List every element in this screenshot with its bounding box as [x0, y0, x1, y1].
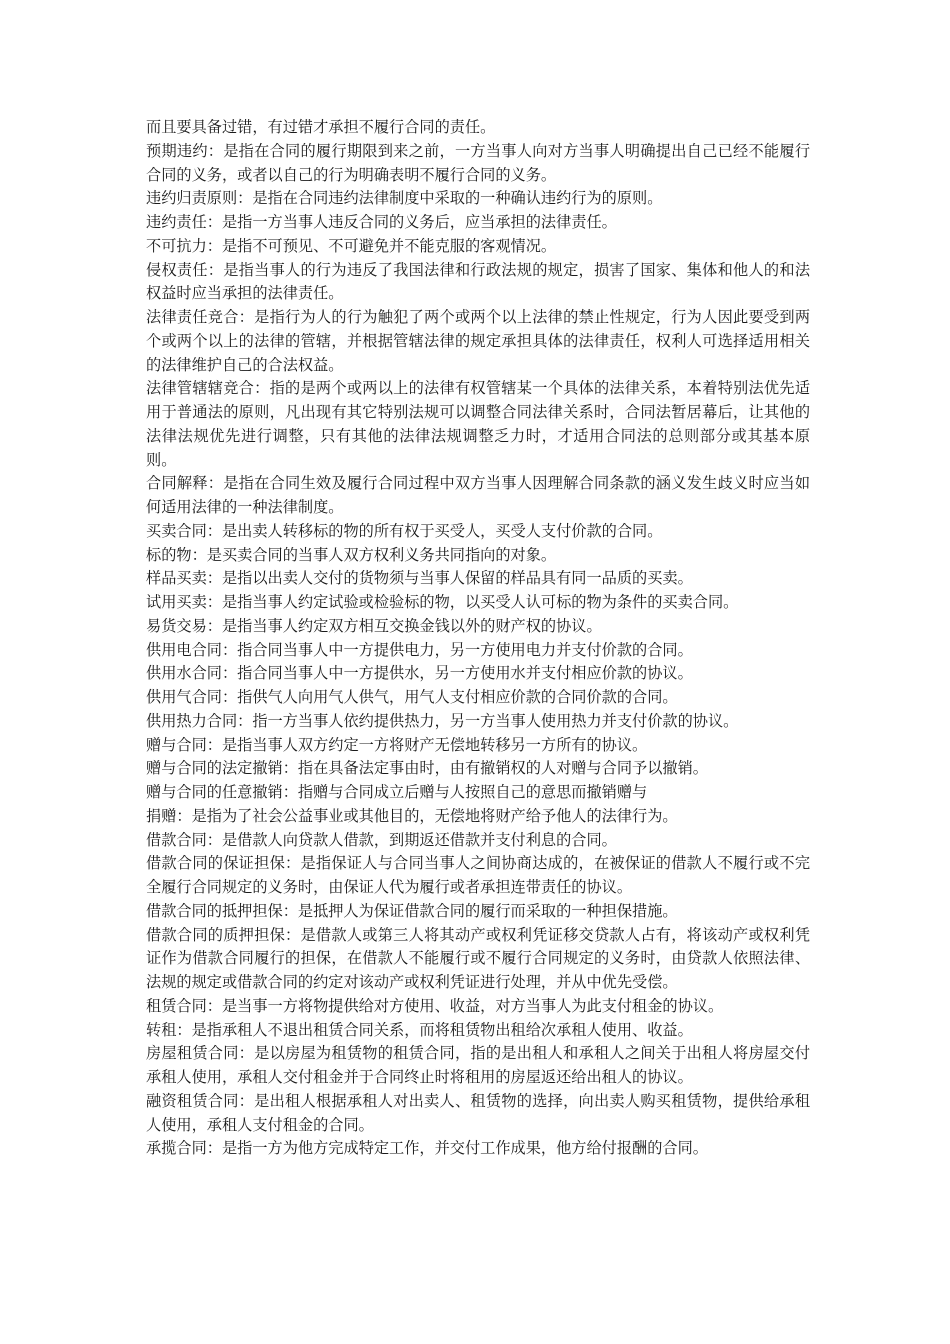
paragraph: 融资租赁合同：是出租人根据承租人对出卖人、租赁物的选择，向出卖人购买租赁物，提供给承租人使用，承租人支付租金的合同。	[146, 1091, 810, 1134]
paragraph: 供用气合同：指供气人向用气人供气，用气人支付相应价款的合同价款的合同。	[146, 688, 678, 706]
paragraph: 而且要具备过错，有过错才承担不履行合同的责任。	[146, 118, 496, 136]
paragraph: 借款合同的质押担保：是借款人或第三人将其动产或权利凭证移交贷款人占有，将该动产或权利凭证作为借款合同履行的担保，在借款人不能履行或不履行合同规定的义务时，由贷款人依照法律、法规的规定或借款合同的约定对该动产或权利凭证进行处理，并从中优先受偿。	[146, 925, 810, 991]
paragraph: 赠与合同的法定撤销：指在具备法定事由时，由有撤销权的人对赠与合同予以撤销。	[146, 759, 708, 778]
paragraph: 借款合同的保证担保：是指保证人与合同当事人之间协商达成的，在被保证的借款人不履行或不完全履行合同规定的义务时，由保证人代为履行或者承担连带责任的协议。	[146, 854, 810, 896]
paragraph: 标的物：是买卖合同的当事人双方权利义务共同指向的对象。	[146, 545, 557, 564]
paragraph: 供用热力合同：指一方当事人依约提供热力，另一方当事人使用热力并支付价款的协议。	[146, 711, 739, 730]
paragraph: 赠与合同：是指当事人双方约定一方将财产无偿地转移另一方所有的协议。	[146, 735, 648, 754]
paragraph: 样品买卖：是指以出卖人交付的货物须与当事人保留的样品具有同一品质的买卖。	[146, 569, 693, 588]
paragraph: 预期违约：是指在合同的履行期限到来之前，一方当事人向对方当事人明确提出自己已经不能履行合同的义务，或者以自己的行为明确表明不履行合同的义务。	[146, 141, 810, 184]
paragraph: 转租：是指承租人不退出租赁合同关系，而将租赁物出租给次承租人使用、收益。	[146, 1020, 693, 1039]
paragraph: 供用电合同：指合同当事人中一方提供电力，另一方使用电力并支付价款的合同。	[146, 640, 693, 659]
paragraph: 买卖合同：是出卖人转移标的物的所有权于买受人，买受人支付价款的合同。	[146, 521, 663, 540]
paragraph: 法律管辖辖竞合：指的是两个或两以上的法律有权管辖某一个具体的法律关系，本着特别法优先适用于普通法的原则，凡出现有其它特别法规可以调整合同法律关系时，合同法暂居幕后，让其他的法律法规优先进行调整，只有其他的法律法规调整乏力时，才适用合同法的总则部分或其基本原则。	[146, 379, 810, 469]
paragraph: 易货交易：是指当事人约定双方相互交换金钱以外的财产权的协议。	[146, 616, 602, 635]
paragraph: 合同解释：是指在合同生效及履行合同过程中双方当事人因理解合同条款的涵义发生歧义时应当如何适用法律的一种法律制度。	[146, 474, 810, 516]
paragraph: 捐赠：是指为了社会公益事业或其他目的，无偿地将财产给予他人的法律行为。	[146, 806, 678, 825]
paragraph: 试用买卖：是指当事人约定试验或检验标的物，以买受人认可标的物为条件的买卖合同。	[146, 593, 739, 611]
paragraph: 房屋租赁合同：是以房屋为租赁物的租赁合同，指的是出租人和承租人之间关于出租人将房屋交付承租人使用，承租人交付租金并于合同终止时将租用的房屋返还给出租人的协议。	[146, 1044, 810, 1086]
paragraph: 法律责任竞合：是指行为人的行为触犯了两个或两个以上法律的禁止性规定，行为人因此要受到两个或两个以上的法律的管辖，并根据管辖法律的规定承担具体的法律责任，权利人可选择适用相关的法律维护自己的合法权益。	[146, 308, 810, 374]
paragraph: 借款合同：是借款人向贷款人借款，到期返还借款并支付利息的合同。	[146, 830, 617, 849]
paragraph: 承揽合同：是指一方为他方完成特定工作，并交付工作成果，他方给付报酬的合同。	[146, 1139, 708, 1158]
paragraph: 违约责任：是指一方当事人违反合同的义务后，应当承担的法律责任。	[146, 213, 617, 231]
document-body	[146, 116, 810, 1161]
paragraph: 赠与合同的任意撤销：指赠与合同成立后赠与人按照自己的意思而撤销赠与	[146, 783, 648, 801]
paragraph: 供用水合同：指合同当事人中一方提供水，另一方使用水并支付相应价款的协议。	[146, 664, 693, 683]
paragraph: 租赁合同：是当事一方将物提供给对方使用、收益，对方当事人为此支付租金的协议。	[146, 996, 724, 1015]
paragraph: 侵权责任：是指当事人的行为违反了我国法律和行政法规的规定，损害了国家、集体和他人的和法权益时应当承担的法律责任。	[146, 260, 810, 303]
paragraph: 借款合同的抵押担保：是抵押人为保证借款合同的履行而采取的一种担保措施。	[146, 901, 678, 920]
paragraph: 违约归责原则：是指在合同违约法律制度中采取的一种确认违约行为的原则。	[146, 189, 663, 208]
paragraph: 不可抗力：是指不可预见、不可避免并不能克服的客观情况。	[146, 236, 557, 255]
